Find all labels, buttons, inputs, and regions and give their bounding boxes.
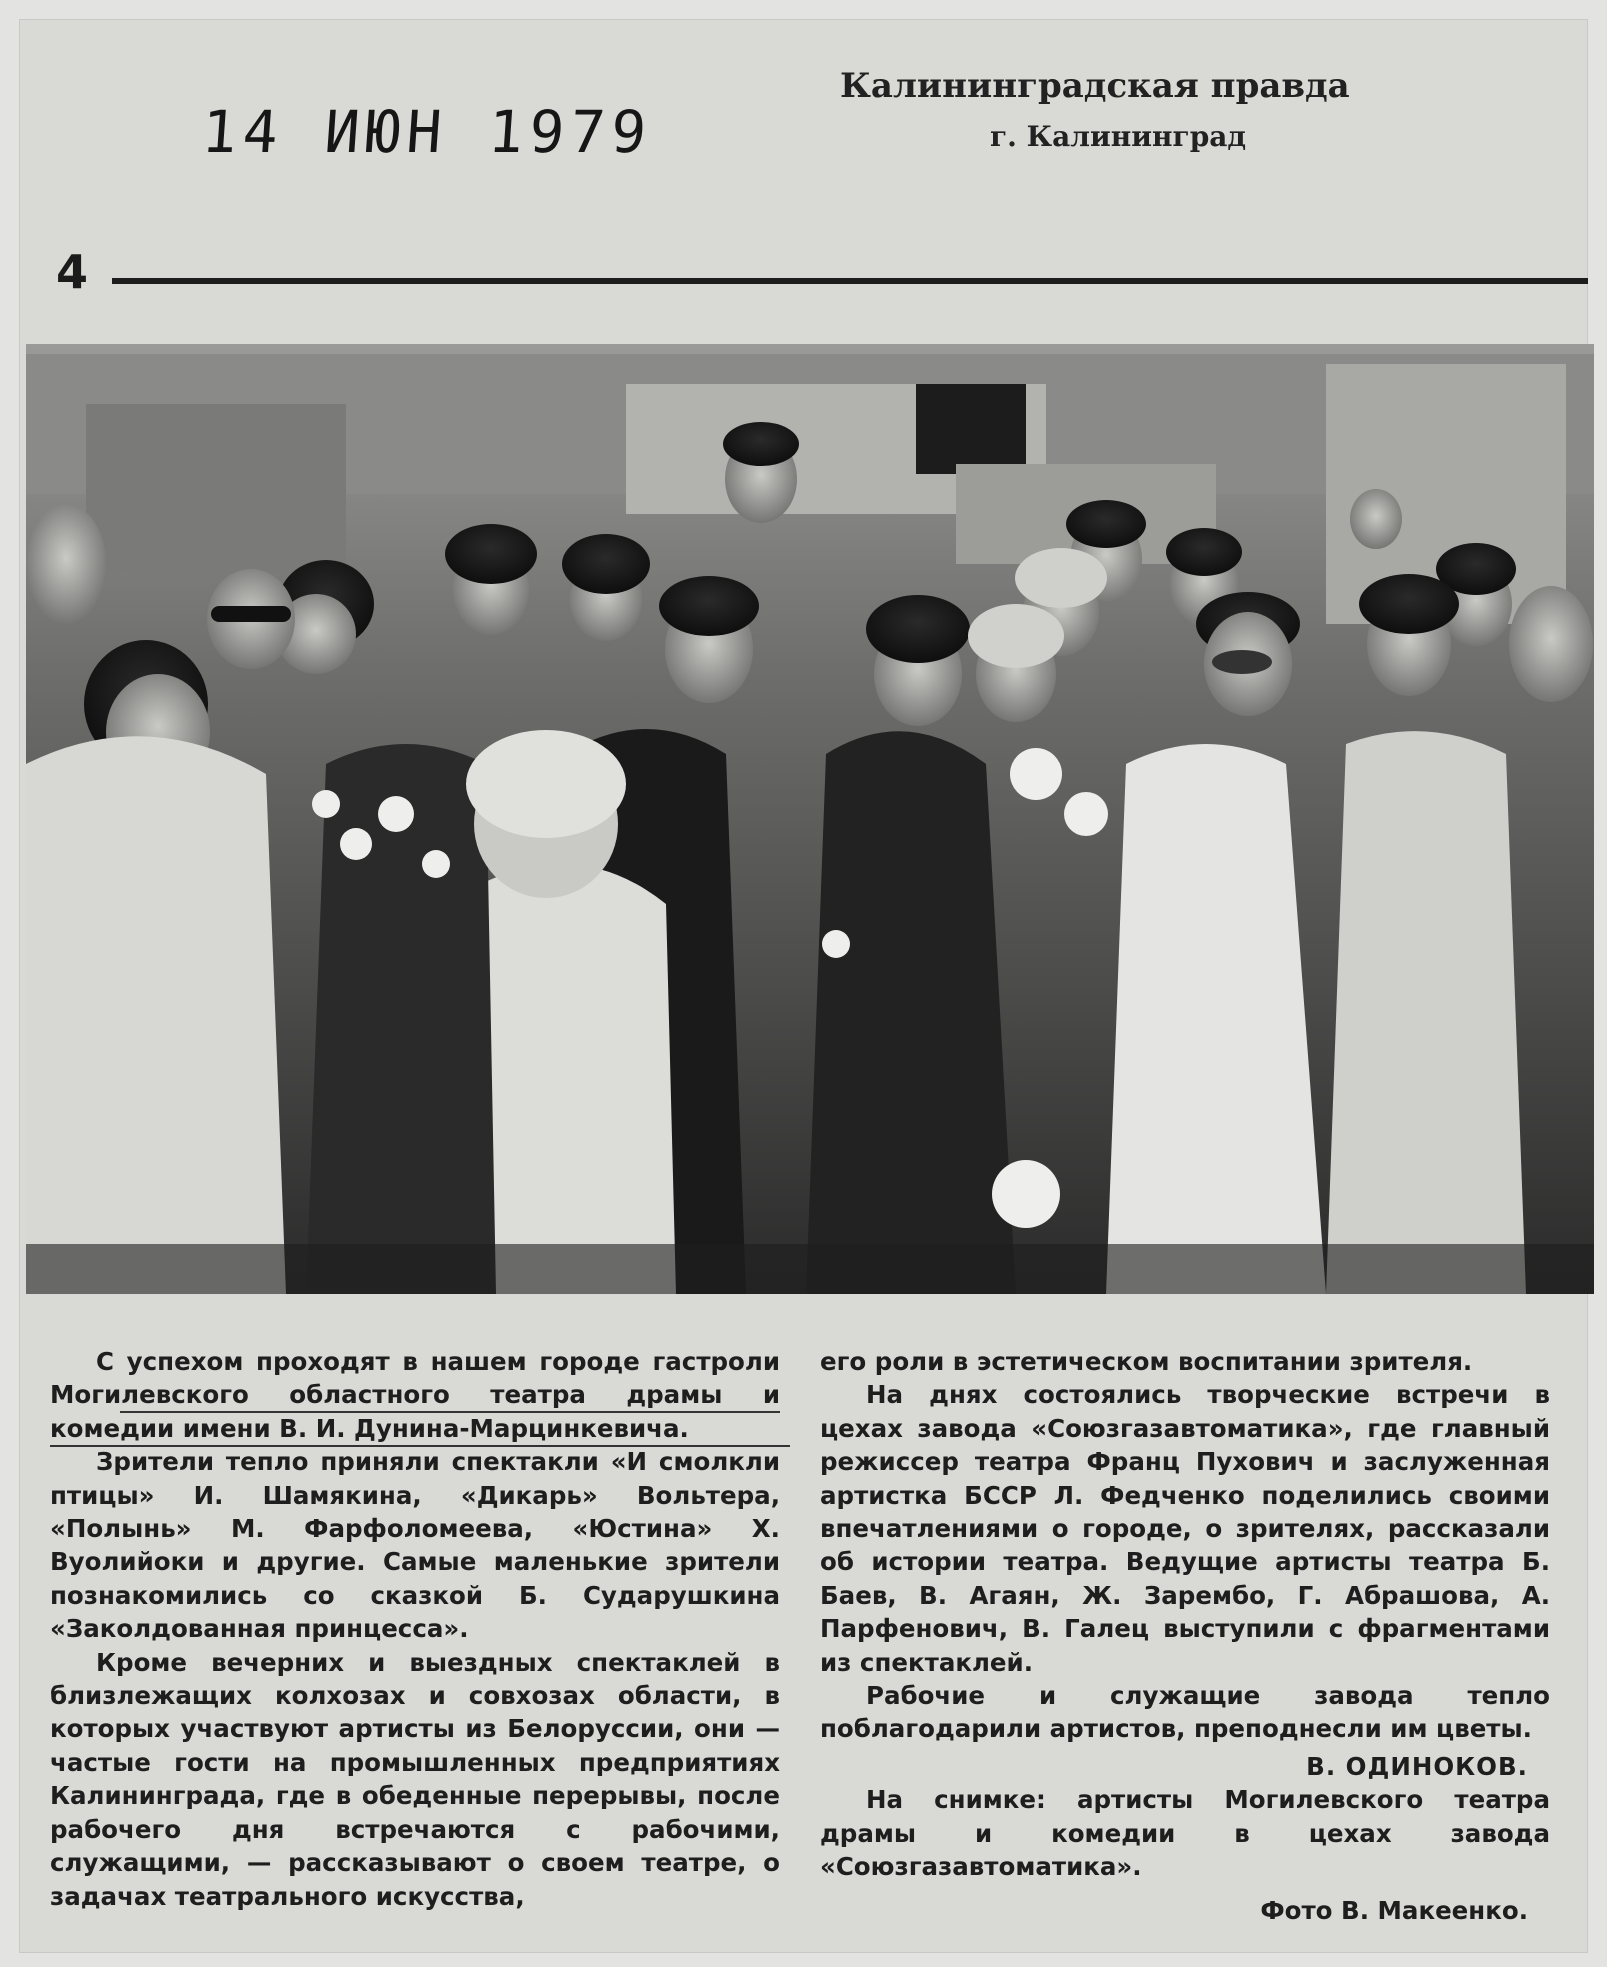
article-paragraph: С успехом проходят в нашем городе гастроли Могилевского областного театра драмы и комедии имени В. И. Дунина-Марцинкевича. [50, 1347, 780, 1443]
page-number: 4 [56, 245, 89, 299]
article-paragraph: На днях состоялись творческие встречи в цехах завода «Союзгазавтоматика», где главный режиссер театра Франц Пухович и заслуженная артистка БССР Л. Федченко поделились своими впечатлениями о городе, о зрителях, рассказали об истории театра. Ведущие артисты театра Б. Баев, В. Агаян, Ж. Зарембо, Г. Абрашова, А. Парфенович, В. Галец выступили с фрагментами из спектаклей. [820, 1380, 1550, 1677]
pen-underline [50, 1445, 790, 1447]
pen-underline [120, 1411, 780, 1413]
article-paragraph: Кроме вечерних и выездных спектаклей в близлежащих колхозах и совхозах области, в которых участвуют артисты из Белоруссии, они — частые гости на промышленных предприятиях Калининграда, где в обеденные перерывы, после рабочего дня встречаются с рабочими, служащими, — рассказывают о своем театре, о задачах театрального искусства, [50, 1647, 780, 1911]
photo-credit: Фото В. Макеенко. [1260, 1895, 1528, 1925]
article-author: В. ОДИНОКОВ. [1306, 1751, 1528, 1781]
newspaper-city: г. Калининград [990, 120, 1247, 153]
newspaper-name: Калининградская правда [840, 66, 1350, 106]
article [50, 1345, 1570, 1935]
masthead [840, 66, 1440, 153]
header-rule [112, 278, 1588, 284]
group-photo [26, 344, 1594, 1294]
date-stamp: 14 ИЮН 1979 [199, 98, 655, 166]
article-paragraph: Рабочие и служащие завода тепло поблагодарили артистов, преподнесли им цветы. [820, 1681, 1550, 1744]
article-paragraph: его роли в эстетическом воспитании зрителя. [820, 1347, 1473, 1376]
photo-caption: На снимке: артисты Могилевского театра драмы и комедии в цехах завода «Союзгазавтоматика». [820, 1785, 1550, 1882]
article-left-column [50, 1345, 780, 1913]
article-paragraph: Зрители тепло приняли спектакли «И смолкли птицы» И. Шамякина, «Дикарь» Вольтера, «Полынь» М. Фарфоломеева, «Юстина» Х. Вуолийоки и другие. Самые маленькие зрители познакомились со сказкой Б. Сударушкина «Заколдованная принцесса». [50, 1447, 780, 1644]
group-photo-image [26, 344, 1594, 1294]
article-right-column [820, 1345, 1550, 1927]
